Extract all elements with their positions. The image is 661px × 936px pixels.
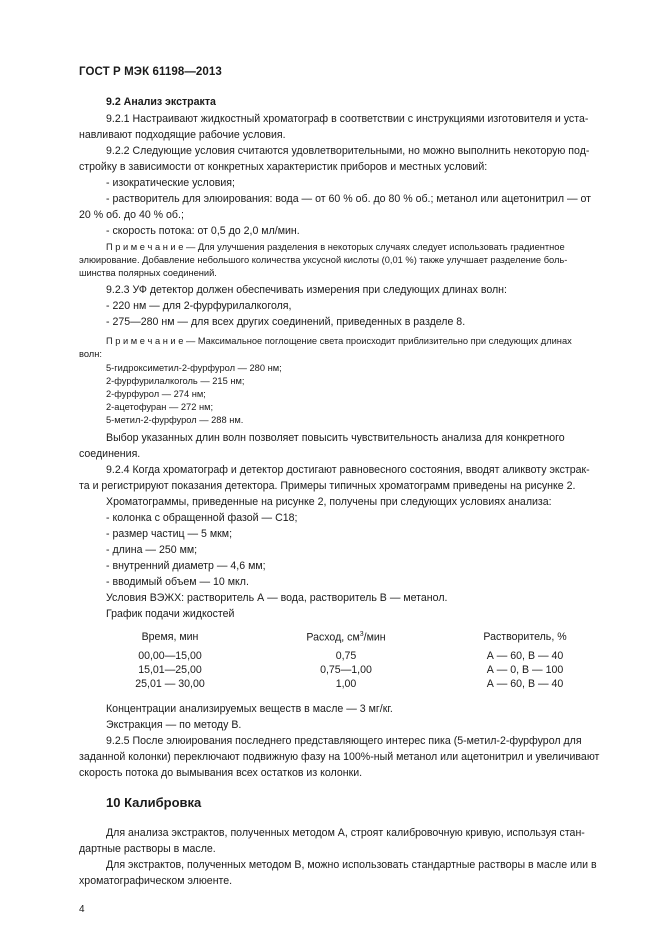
note-line: шинства полярных соединений.	[79, 268, 217, 278]
list-item: - 275—280 нм — для всех других соединений, приведенных в разделе 8.	[106, 316, 466, 328]
page-number: 4	[79, 904, 85, 915]
table-cell: 25,01 — 30,00	[135, 678, 205, 690]
note-line: 2-ацетофуран — 272 нм;	[106, 402, 214, 412]
list-item: - внутренний диаметр — 4,6 мм;	[106, 560, 266, 572]
text-line: Для экстрактов, полученных методом В, можно использовать стандартные растворы в масле или в	[106, 859, 597, 871]
document-header: ГОСТ Р МЭК 61198—2013	[79, 66, 222, 78]
text-line: 9.2.2 Следующие условия считаются удовлетворительными, но можно выполнить некоторую под-	[106, 145, 590, 157]
table-header-solvent: Растворитель, %	[483, 631, 567, 643]
text-line: 20 % об. до 40 % об.;	[79, 209, 184, 221]
text-line: Для анализа экстрактов, полученных методом А, строят калибровочную кривую, используя стан-	[106, 827, 585, 839]
list-item: - 220 нм — для 2-фурфурилалкоголя,	[106, 300, 292, 312]
text-line: стройку в зависимости от конкретных характеристик приборов и местных условий:	[79, 161, 488, 173]
text-line: навливают подходящие рабочие условия.	[79, 129, 286, 141]
list-item: - изократические условия;	[106, 177, 235, 189]
note-line: волн:	[79, 349, 102, 359]
list-item: - длина — 250 мм;	[106, 544, 198, 556]
table-cell: А — 0, В — 100	[486, 664, 564, 676]
text-line: скорость потока до вымывания всех остатков из колонки.	[79, 767, 363, 779]
list-item: - скорость потока: от 0,5 до 2,0 мл/мин.	[106, 225, 300, 237]
section-heading-10: 10 Калибровка	[106, 795, 202, 810]
text-line: График подачи жидкостей	[106, 608, 235, 620]
table-header-time: Время, мин	[141, 631, 199, 643]
text-line: Условия ВЭЖХ: растворитель А — вода, растворитель В — метанол.	[106, 592, 448, 604]
note-line: 2-фурфурилалкоголь — 215 нм;	[106, 376, 245, 386]
text-line: дартные растворы в масле.	[79, 843, 216, 855]
text-line: 9.2.3 УФ детектор должен обеспечивать измерения при следующих длинах волн:	[106, 284, 507, 296]
text-line: Концентрации анализируемых веществ в масле — 3 мг/кг.	[106, 703, 393, 715]
text-line: 9.2.5 После элюирования последнего представляющего интерес пика (5-метил-2-фурфурол для	[106, 735, 582, 747]
table-cell: А — 60, В — 40	[486, 650, 564, 662]
note-line: П р и м е ч а н и е — Для улучшения разделения в некоторых случаях следует использовать градиентное	[106, 242, 565, 252]
note-line: 5-гидроксиметил-2-фурфурол — 280 нм;	[106, 363, 282, 373]
text-line: соединения.	[79, 448, 141, 460]
table-cell: 0,75—1,00	[320, 664, 372, 676]
table-header-flow: Расход, $см^3$/мин	[306, 631, 386, 644]
text-line: заданной колонки) переключают подвижную фазу на 100%-ный метанол или ацетонитрил и увеличивают	[79, 751, 600, 763]
table-cell: 00,00—15,00	[138, 650, 202, 662]
text-line: та и регистрируют показания детектора. Примеры типичных хроматограмм приведены на рисунке 2.	[79, 480, 576, 492]
text-line: Хроматограммы, приведенные на рисунке 2, получены при следующих условиях анализа:	[106, 496, 552, 508]
table-cell: 15,01—25,00	[138, 664, 202, 676]
note-line: элюирование. Добавление небольшого количества уксусной кислоты (0,01 %) также улучшает разделение боль-	[79, 255, 568, 265]
text-line: 9.2.1 Настраивают жидкостный хроматограф в соответствии с инструкциями изготовителя и уста-	[106, 113, 589, 125]
section-heading-9-2: 9.2 Анализ экстракта	[106, 96, 216, 108]
note-line: П р и м е ч а н и е — Максимальное поглощение света происходит приблизительно при следующих длинах	[106, 336, 572, 346]
table-cell: А — 60, В — 40	[486, 678, 564, 690]
text-line: 9.2.4 Когда хроматограф и детектор достигают равновесного состояния, вводят аликвоту экстрак-	[106, 464, 590, 476]
list-item: - растворитель для элюирования: вода — от 60 % об. до 80 % об.; метанол или ацетонитрил — от	[106, 193, 592, 205]
table-cell: 1,00	[335, 678, 357, 690]
list-item: - колонка с обращенной фазой — C18;	[106, 512, 298, 524]
note-line: 2-фурфурол — 274 нм;	[106, 389, 206, 399]
text-line: Выбор указанных длин волн позволяет повысить чувствительность анализа для конкретного	[106, 432, 565, 444]
list-item: - размер частиц — 5 мкм;	[106, 528, 233, 540]
text-line: хроматографическом элюенте.	[79, 875, 233, 887]
text-line: Экстракция — по методу В.	[106, 719, 242, 731]
table-cell: 0,75	[335, 650, 357, 662]
note-line: 5-метил-2-фурфурол — 288 нм.	[106, 415, 244, 425]
list-item: - вводимый объем — 10 мкл.	[106, 576, 249, 588]
